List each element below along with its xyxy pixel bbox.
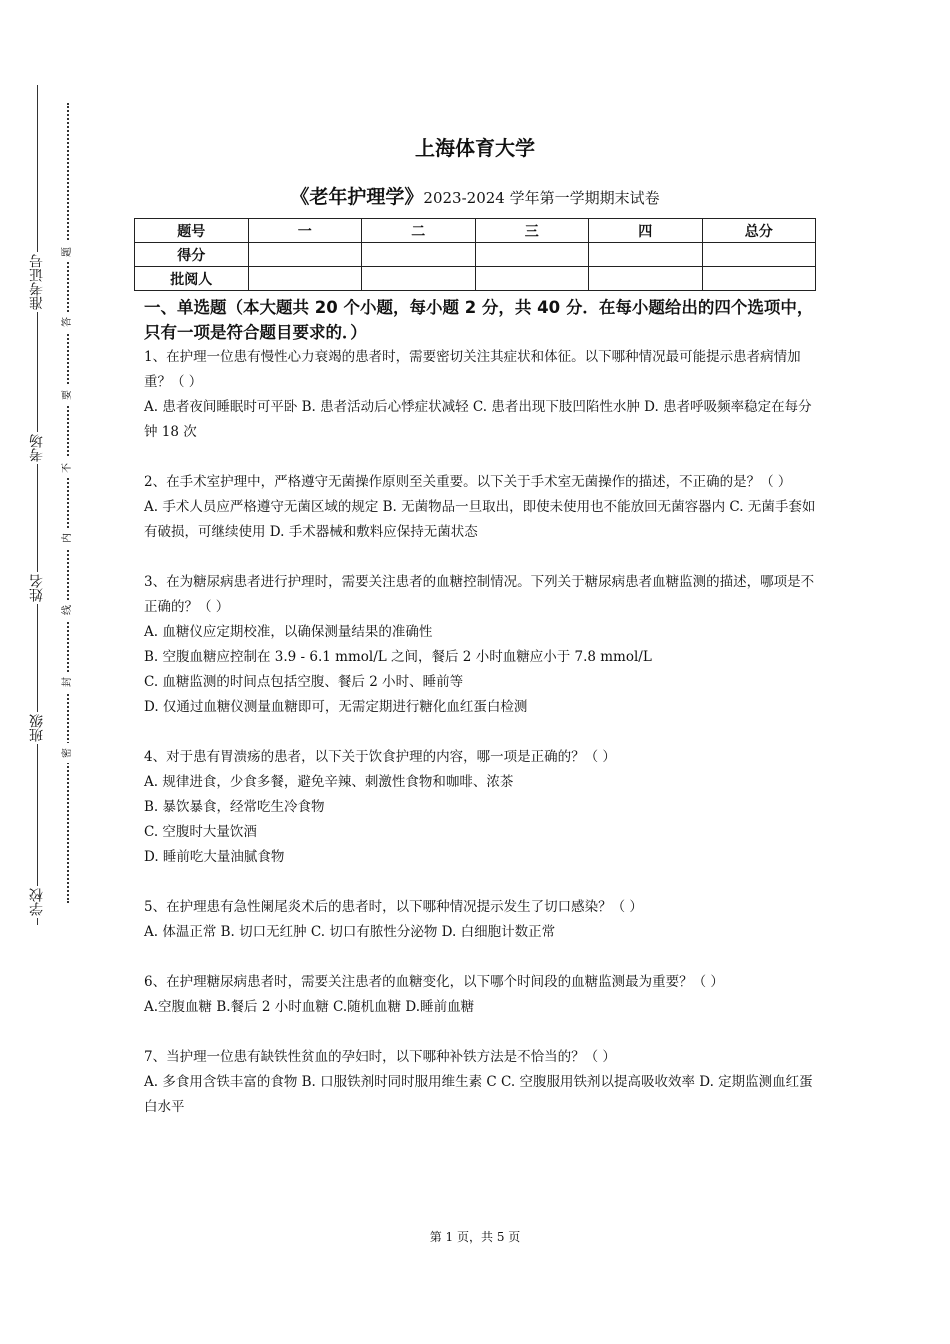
question-option: B. 暴饮暴食，经常吃生冷食物 [144,799,325,815]
question-option: C. 血糖监测的时间点包括空腹、餐后 2 小时、睡前等 [144,674,464,690]
question-options: A. 体温正常 B. 切口无红肿 C. 切口有脓性分泌物 D. 白细胞计数正常 [144,924,556,940]
question-option: D. 睡前吃大量油腻食物 [144,849,285,865]
exam-title [144,182,806,209]
field-school-label: 学校 [22,886,52,918]
question-item [144,745,816,870]
score-cell [702,267,816,291]
score-cell [248,267,362,291]
question-options: A. 患者夜间睡眠时可平卧 B. 患者活动后心悸症状减轻 C. 患者出现下肢凹陷性水肿 D. 患者呼吸频率稳定在每分钟 18 次 [144,399,812,440]
binding-solid-line [37,85,38,925]
score-cell: 四 [589,219,703,243]
field-class-label: 班级 [22,712,52,744]
score-cell: 二 [362,219,476,243]
binding-margin [0,0,110,1344]
seal-char: 密 [59,743,77,763]
seal-char: 不 [59,458,77,478]
score-table-header-row [135,219,816,243]
question-item [144,345,816,445]
question-stem: 4、对于患有胃溃疡的患者，以下关于饮食护理的内容，哪一项是正确的？（ ） [144,749,616,765]
question-options: A.空腹血糖 B.餐后 2 小时血糖 C.随机血糖 D.睡前血糖 [144,999,475,1015]
seal-char: 内 [59,528,77,548]
seal-char: 线 [59,600,77,620]
question-stem: 2、在手术室护理中，严格遵守无菌操作原则至关重要。以下关于手术室无菌操作的描述，不正确的是？（ ） [144,474,792,490]
page-footer: 第 1 页，共 5 页 [429,1230,521,1244]
question-option: B. 空腹血糖应控制在 3.9 - 6.1 mmol/L 之间，餐后 2 小时血糖应小于 7.8 mmol/L [144,649,652,665]
score-cell [475,243,589,267]
score-cell [702,243,816,267]
question-stem: 7、当护理一位患有缺铁性贫血的孕妇时，以下哪种补铁方法是不恰当的？（ ） [144,1049,616,1065]
score-cell: 三 [475,219,589,243]
section-heading: 一、单选题（本大题共 20 个小题，每小题 2 分，共 40 分．在每小题给出的四个选项中，只有一项是符合题目要求的．） [144,298,814,342]
score-cell: 题号 [135,219,249,243]
score-table-score-row [135,243,816,267]
score-cell [362,267,476,291]
field-exam-number-label: 准考证号 [22,252,52,312]
score-cell [589,243,703,267]
field-exam-room-label: 考场 [22,432,52,464]
question-item [144,970,816,1020]
question-item [144,470,816,545]
seal-char: 要 [59,385,77,405]
score-cell [475,267,589,291]
score-cell [589,267,703,291]
question-item [144,570,816,720]
question-stem: 1、在护理一位患有慢性心力衰竭的患者时，需要密切关注其症状和体征。以下哪种情况最可能提示患者病情加重？（ ） [144,349,801,390]
score-table [134,218,816,291]
question-options: A. 手术人员应严格遵守无菌区域的规定 B. 无菌物品一旦取出，即使未使用也不能放回无菌容器内 C. 无菌手套如有破损，可继续使用 D. 手术器械和敷料应保持无菌状态 [144,499,816,540]
score-cell: 一 [248,219,362,243]
seal-char: 题 [59,242,77,262]
question-option: A. 规律进食，少食多餐，避免辛辣、刺激性食物和咖啡、浓茶 [144,774,514,790]
seal-char: 答 [59,312,77,332]
exam-term: 2023-2024 学年第一学期期末试卷 [423,189,660,207]
field-name-label: 姓名 [22,572,52,604]
question-stem: 5、在护理患有急性阑尾炎术后的患者时，以下哪种情况提示发生了切口感染？（ ） [144,899,643,915]
question-option: C. 空腹时大量饮酒 [144,824,257,840]
score-cell [362,243,476,267]
score-table-grader-row [135,267,816,291]
seal-char: 封 [59,672,77,692]
course-name: 《老年护理学》 [290,186,424,208]
question-stem: 6、在护理糖尿病患者时，需要关注患者的血糖变化，以下哪个时间段的血糖监测最为重要？（ ） [144,974,724,990]
question-item [144,1045,816,1120]
score-cell: 批阅人 [135,267,249,291]
university-title: 上海体育大学 [415,136,535,160]
score-cell: 总分 [702,219,816,243]
question-options: A. 多食用含铁丰富的食物 B. 口服铁剂时同时服用维生素 C C. 空腹服用铁剂以提高吸收效率 D. 定期监测血红蛋白水平 [144,1074,813,1115]
question-option: D. 仅通过血糖仪测量血糖即可，无需定期进行糖化血红蛋白检测 [144,699,528,715]
score-cell: 得分 [135,243,249,267]
seal-dotted-line [67,103,69,903]
question-stem: 3、在为糖尿病患者进行护理时，需要关注患者的血糖控制情况。下列关于糖尿病患者血糖监测的描述，哪项是不正确的？（ ） [144,574,815,615]
question-item [144,895,816,945]
question-list [144,345,816,1145]
question-option: A. 血糖仪应定期校准，以确保测量结果的准确性 [144,624,433,640]
score-cell [248,243,362,267]
